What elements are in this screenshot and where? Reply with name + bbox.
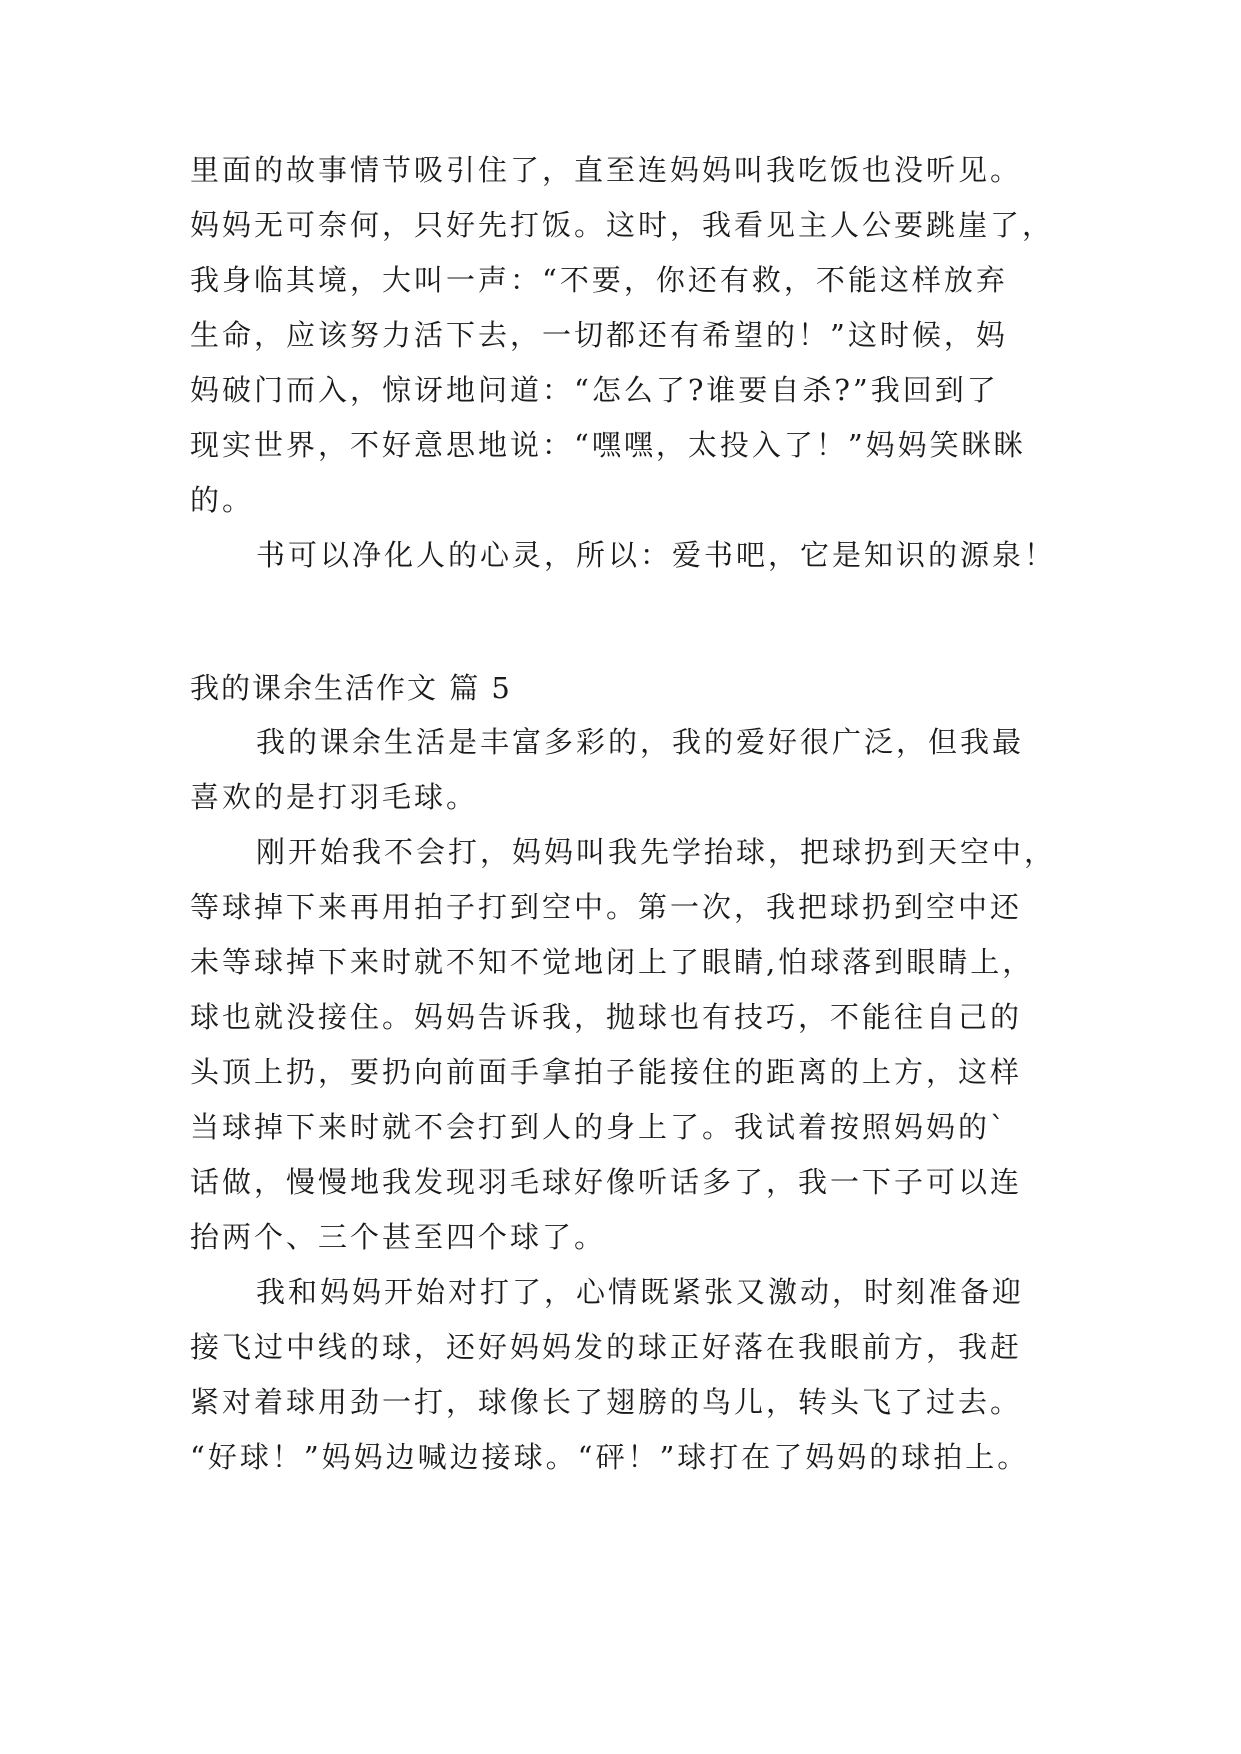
text-line: 抬两个、三个甚至四个球了。 <box>190 1220 607 1254</box>
text-line: 球也就没接住。妈妈告诉我，抛球也有技巧，不能往自己的 <box>190 1000 1023 1034</box>
text-line: 我身临其境，大叫一声：“不要，你还有救，不能这样放弃 <box>190 263 1008 297</box>
text-line: 当球掉下来时就不会打到人的身上了。我试着按照妈妈的` <box>190 1110 1008 1144</box>
text-line: 喜欢的是打羽毛球。 <box>190 780 479 814</box>
text-line: 妈破门而入，惊讶地问道：“怎么了?谁要自杀?”我回到了 <box>190 373 999 407</box>
text-line: 的。 <box>190 483 255 517</box>
text-line: 等球掉下来再用拍子打到空中。第一次，我把球扔到空中还 <box>190 890 1023 924</box>
text-line: 生命，应该努力活下去，一切都还有希望的！”这时候，妈 <box>190 318 1008 352</box>
text-line: 紧对着球用劲一打，球像长了翅膀的鸟儿，转头飞了过去。 <box>190 1385 1023 1419</box>
text-line: 未等球掉下来时就不知不觉地闭上了眼睛,怕球落到眼睛上， <box>190 945 1035 979</box>
text-line: 头顶上扔，要扔向前面手拿拍子能接住的距离的上方，这样 <box>190 1055 1023 1089</box>
text-line: 接飞过中线的球，还好妈妈发的球正好落在我眼前方，我赶 <box>190 1330 1023 1364</box>
text-line: 现实世界，不好意思地说：“嘿嘿，太投入了！”妈妈笑眯眯 <box>190 428 1026 462</box>
text-line: 书可以净化人的心灵，所以：爱书吧，它是知识的源泉！ <box>256 538 1057 572</box>
text-line: 我和妈妈开始对打了，心情既紧张又激动，时刻准备迎 <box>256 1275 1025 1309</box>
text-line: 里面的故事情节吸引住了，直至连妈妈叫我吃饭也没听见。 <box>190 153 1023 187</box>
text-line: 妈妈无可奈何，只好先打饭。这时，我看见主人公要跳崖了， <box>190 208 1055 242</box>
text-line: “好球！”妈妈边喊边接球。“砰！”球打在了妈妈的球拍上。 <box>190 1440 1030 1474</box>
text-line: 刚开始我不会打，妈妈叫我先学抬球，把球扔到天空中， <box>256 835 1057 869</box>
section-heading: 我的课余生活作文 篇 5 <box>190 671 512 705</box>
text-line: 我的课余生活是丰富多彩的，我的爱好很广泛，但我最 <box>256 725 1025 759</box>
text-line: 话做，慢慢地我发现羽毛球好像听话多了，我一下子可以连 <box>190 1165 1023 1199</box>
